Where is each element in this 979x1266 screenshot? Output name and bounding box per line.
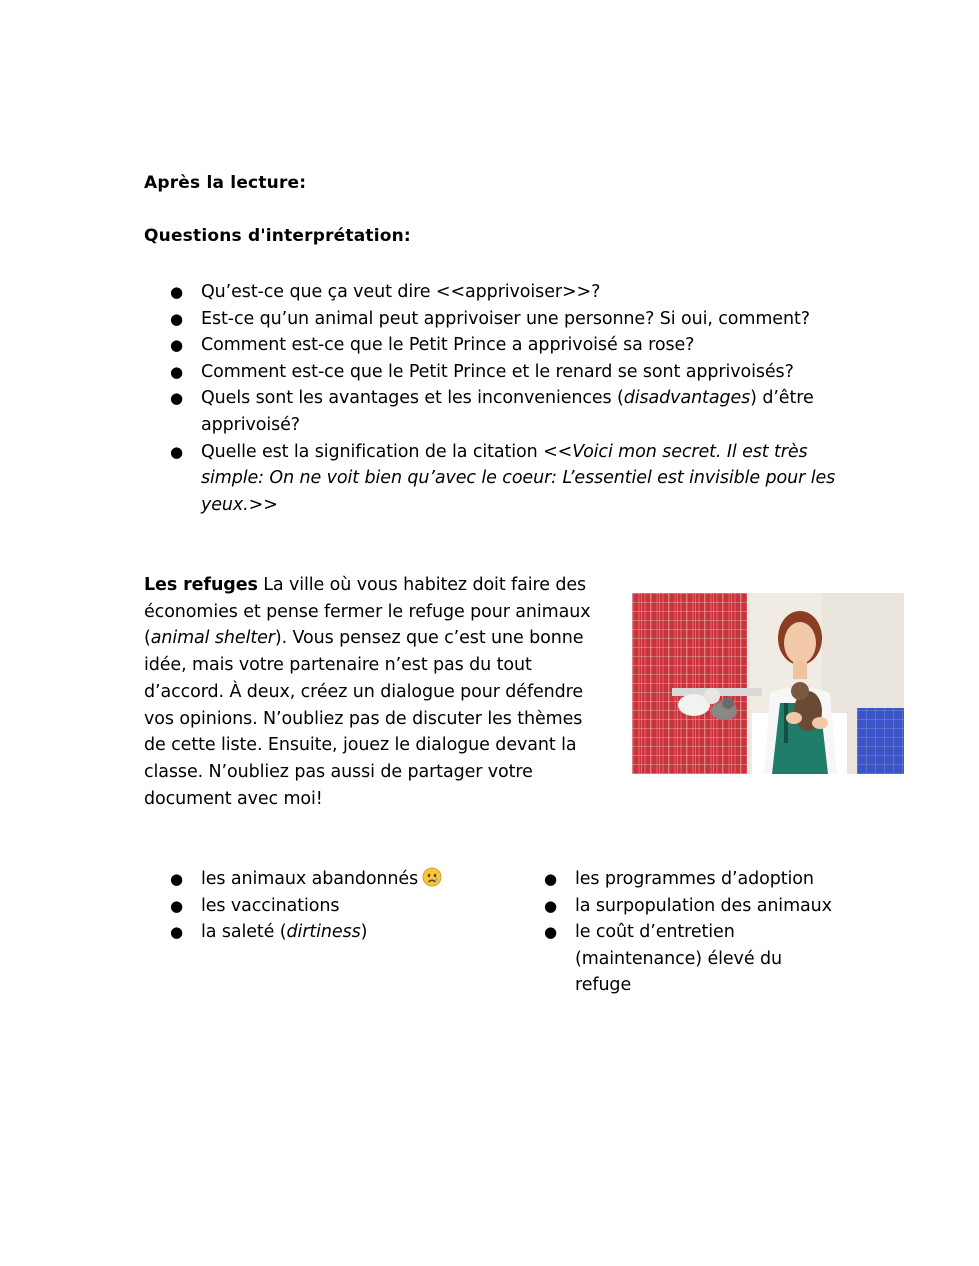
question-item: ● Quelle est la signification de la citation <<Voici mon secret. Il est très simple: On ne voit bien qu’avec le coeur: L’essentiel est invisible pour les yeux.>> <box>168 439 848 519</box>
themes-list-left <box>168 866 498 946</box>
bullet-icon: ● <box>544 923 557 942</box>
bullet-icon: ● <box>170 336 183 355</box>
bullet-icon: ● <box>544 870 557 888</box>
bullet-icon: ● <box>170 389 183 408</box>
animal-shelter-photo <box>632 593 904 774</box>
theme-item: ● la saleté (dirtiness) <box>168 919 498 946</box>
heading-interpretation-questions: Questions d'interprétation: <box>144 226 411 246</box>
theme-item: ● le coût d’entretien (maintenance) élevé du refuge <box>542 919 842 999</box>
theme-item: ● les vaccinations <box>168 893 498 920</box>
theme-item: ● les animaux abandonnés <box>168 866 498 893</box>
bullet-icon: ● <box>170 283 183 301</box>
bullet-icon: ● <box>170 870 183 888</box>
question-item: ● Qu’est-ce que ça veut dire <<apprivoiser>>? <box>168 279 848 306</box>
question-item: ● Quels sont les avantages et les inconveniences (disadvantages) d’être apprivoisé? <box>168 385 848 438</box>
theme-item: ● la surpopulation des animaux <box>542 893 842 920</box>
themes-list-right <box>542 866 842 999</box>
questions-list <box>168 279 848 518</box>
bullet-icon: ● <box>170 896 183 915</box>
bullet-icon: ● <box>170 923 183 942</box>
bullet-icon: ● <box>544 896 557 915</box>
question-item: ● Comment est-ce que le Petit Prince a apprivoisé sa rose? <box>168 332 848 359</box>
heading-after-reading: Après la lecture: <box>144 173 307 193</box>
shelter-illustration <box>632 593 904 774</box>
question-item: ● Est-ce qu’un animal peut apprivoiser une personne? Si oui, comment? <box>168 306 848 333</box>
refuges-title: Les refuges <box>144 575 258 595</box>
theme-item: ● les programmes d’adoption <box>542 866 842 893</box>
refuges-paragraph: Les refuges La ville où vous habitez doit faire des économies et pense fermer le refuge pour animaux (animal shelter). Vous pensez que c’est une bonne idée, mais votre partenaire n’est pas du tout d’accord. À deux, créez un dialogue pour défendre vos opinions. N’oubliez pas de discuter les thèmes de cette liste. Ensuite, jouez le dialogue devant la classe. N’oubliez pas aussi de partager votre document avec moi! <box>144 575 591 809</box>
bullet-icon: ● <box>170 362 183 381</box>
sad-face-icon <box>422 867 442 887</box>
bullet-icon: ● <box>170 442 183 461</box>
question-item: ● Comment est-ce que le Petit Prince et le renard se sont apprivoisés? <box>168 359 848 386</box>
bullet-icon: ● <box>170 309 183 328</box>
